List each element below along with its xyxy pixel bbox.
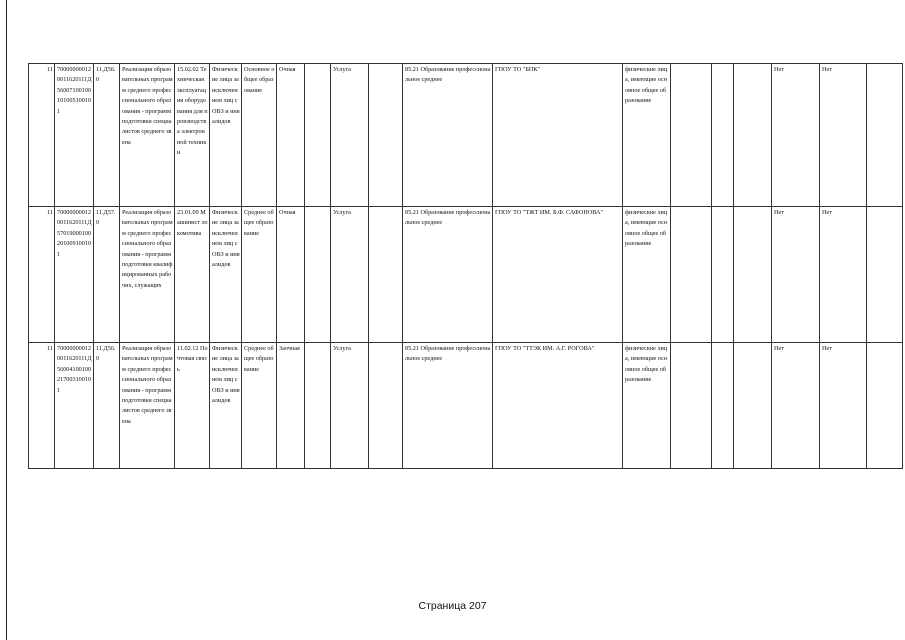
consumer-category: Физические лица за исключением лиц с ОВЗ и инвалидов <box>210 343 242 469</box>
page-left-border <box>6 0 7 640</box>
empty-cell <box>671 343 712 469</box>
service-code: 11.Д56.0 <box>94 343 120 469</box>
service-code: 11.Д57.0 <box>94 207 120 343</box>
service-name: Реализация образовательных программ среднего профессионального образования - программ подготовки специалистов среднего звена <box>120 343 175 469</box>
empty-cell <box>734 207 772 343</box>
registry-code: 700000000120011620111Д56007100100101005100101 <box>55 64 94 207</box>
table-row <box>29 343 903 469</box>
empty-cell <box>867 343 903 469</box>
empty-cell <box>305 207 331 343</box>
study-form: Очная <box>277 64 305 207</box>
service-type: Услуга <box>331 207 369 343</box>
registry-code: 700000000120011620111Д57019000100201009100101 <box>55 207 94 343</box>
row-number: 11 <box>29 64 55 207</box>
okved-code: 85.21 Образование профессиональное среднее <box>403 207 493 343</box>
flag-no: Нет <box>820 207 867 343</box>
consumers: физические лица, имеющие основное общее образование <box>623 343 671 469</box>
specialty: 11.02.12 Почтовая связь <box>175 343 210 469</box>
services-registry-table <box>28 63 903 469</box>
service-type: Услуга <box>331 64 369 207</box>
registry-code: 700000000120011620111Д56004100100217003100101 <box>55 343 94 469</box>
consumers: физические лица, имеющие основное общее образование <box>623 64 671 207</box>
consumer-category: Физические лица за исключением лиц с ОВЗ и инвалидов <box>210 207 242 343</box>
empty-cell <box>305 64 331 207</box>
flag-no: Нет <box>772 64 820 207</box>
study-form: Заочная <box>277 343 305 469</box>
specialty: 15.02.02 Техническая эксплуатация оборудования для производства электронной техники <box>175 64 210 207</box>
service-type: Услуга <box>331 343 369 469</box>
empty-cell <box>369 64 403 207</box>
empty-cell <box>671 64 712 207</box>
empty-cell <box>369 207 403 343</box>
page-number: Страница 207 <box>418 600 487 612</box>
empty-cell <box>712 343 734 469</box>
study-form: Очная <box>277 207 305 343</box>
consumer-category: Физические лица за исключением лиц с ОВЗ и инвалидов <box>210 64 242 207</box>
empty-cell <box>712 207 734 343</box>
flag-no: Нет <box>772 207 820 343</box>
education-base: Основное общее образование <box>242 64 277 207</box>
institution-name: ГПОУ ТО "ТЖТ ИМ. Б.Ф. САФОНОВА" <box>493 207 623 343</box>
education-base: Среднее общее образование <box>242 207 277 343</box>
row-number: 11 <box>29 207 55 343</box>
empty-cell <box>712 64 734 207</box>
empty-cell <box>671 207 712 343</box>
service-name: Реализация образовательных программ среднего профессионального образования - программ подготовки квалифицированных рабочих, служащих <box>120 207 175 343</box>
table-row <box>29 64 903 207</box>
education-base: Среднее общее образование <box>242 343 277 469</box>
empty-cell <box>734 64 772 207</box>
empty-cell <box>305 343 331 469</box>
flag-no: Нет <box>820 64 867 207</box>
specialty: 23.01.09 Машинист локомотива <box>175 207 210 343</box>
flag-no: Нет <box>772 343 820 469</box>
flag-no: Нет <box>820 343 867 469</box>
empty-cell <box>734 343 772 469</box>
empty-cell <box>867 64 903 207</box>
empty-cell <box>867 207 903 343</box>
okved-code: 85.21 Образование профессиональное среднее <box>403 64 493 207</box>
table-row <box>29 207 903 343</box>
consumers: физические лица, имеющие основное общее образование <box>623 207 671 343</box>
service-code: 11.Д56.0 <box>94 64 120 207</box>
service-name: Реализация образовательных программ среднего профессионального образования - программ подготовки специалистов среднего звена <box>120 64 175 207</box>
okved-code: 85.21 Образование профессиональное среднее <box>403 343 493 469</box>
institution-name: ГПОУ ТО "БПК" <box>493 64 623 207</box>
institution-name: ГПОУ ТО "ТТЭК ИМ. А.Г. РОГОВА" <box>493 343 623 469</box>
empty-cell <box>369 343 403 469</box>
row-number: 11 <box>29 343 55 469</box>
